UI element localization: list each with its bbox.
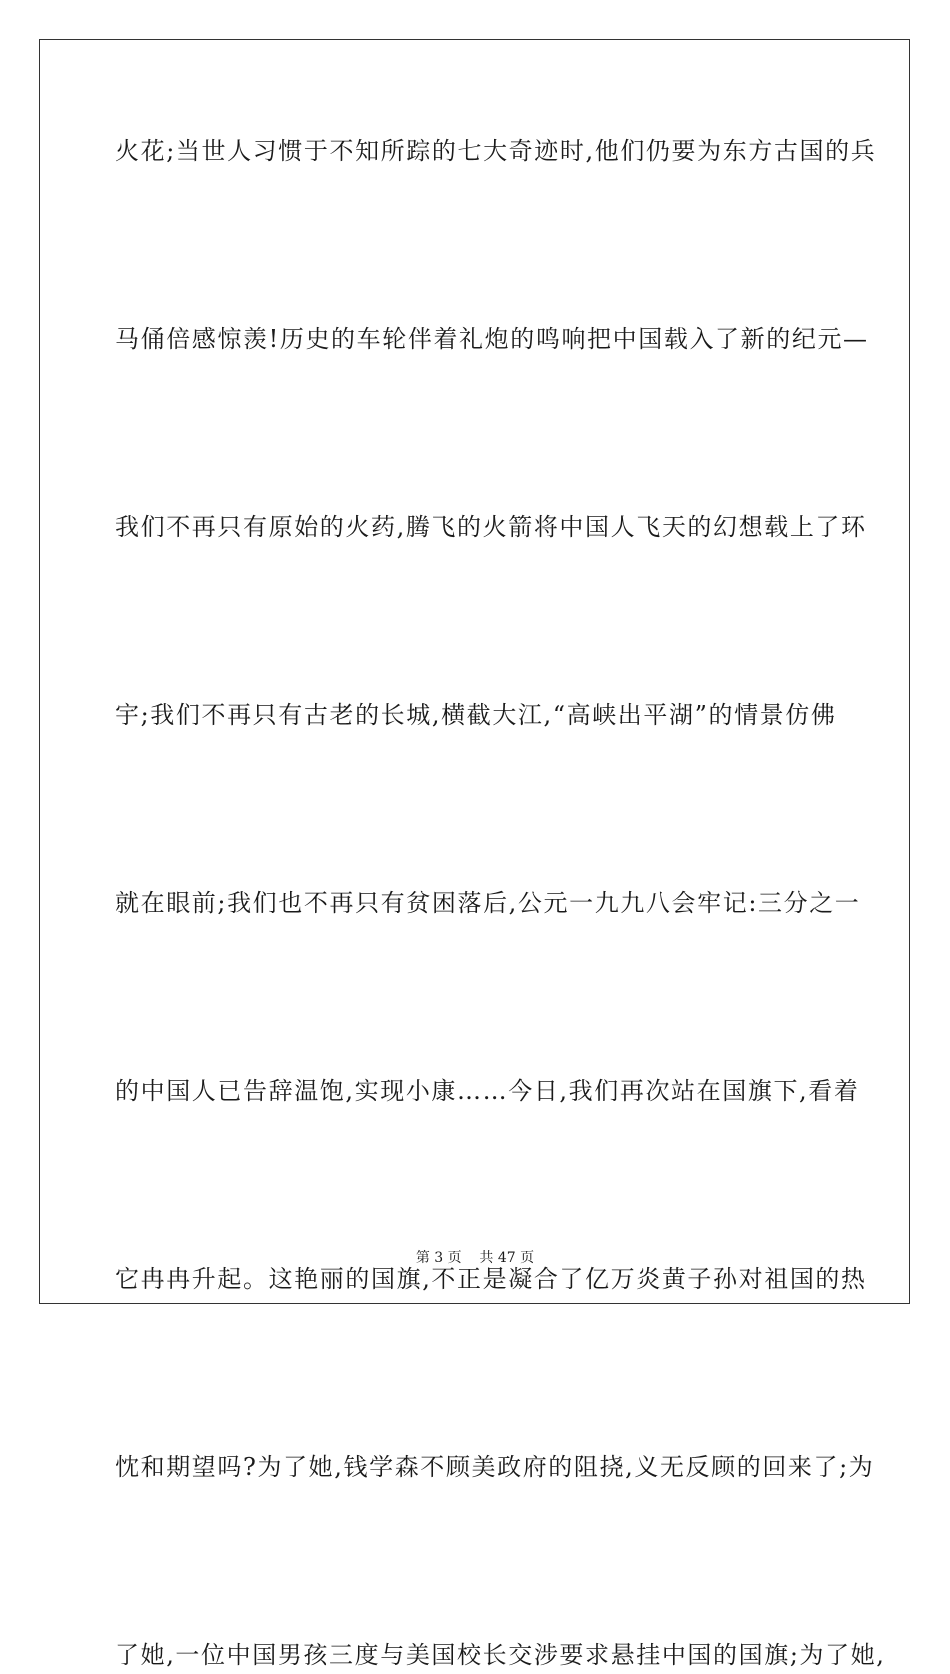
text-line: 它冉冉升起。这艳丽的国旗,不正是凝合了亿万炎黄子孙对祖国的热 bbox=[115, 1265, 867, 1293]
page-number-footer: 第 3 页 共 47 页 bbox=[415, 1250, 535, 1266]
text-line: 宇;我们不再只有古老的长城,横截大江,“高峡出平湖”的情景仿佛 bbox=[115, 701, 837, 729]
text-line: 火花;当世人习惯于不知所踪的七大奇迹时,他们仍要为东方古国的兵 bbox=[115, 137, 877, 165]
text-line: 就在眼前;我们也不再只有贫困落后,公元一九九八会牢记:三分之一 bbox=[115, 889, 861, 917]
text-line: 马俑倍感惊羡!历史的车轮伴着礼炮的鸣响把中国载入了新的纪元— bbox=[115, 325, 869, 353]
text-line: 我们不再只有原始的火药,腾飞的火箭将中国人飞天的幻想载上了环 bbox=[115, 513, 867, 541]
document-body bbox=[115, 132, 886, 1674]
text-line: 忱和期望吗?为了她,钱学森不顾美政府的阻挠,义无反顾的回来了;为 bbox=[115, 1453, 875, 1481]
text-line: 的中国人已告辞温饱,实现小康……今日,我们再次站在国旗下,看着 bbox=[115, 1077, 860, 1105]
text-line: 了她,一位中国男孩三度与美国校长交涉要求悬挂中国的国旗;为了她, bbox=[115, 1641, 886, 1669]
